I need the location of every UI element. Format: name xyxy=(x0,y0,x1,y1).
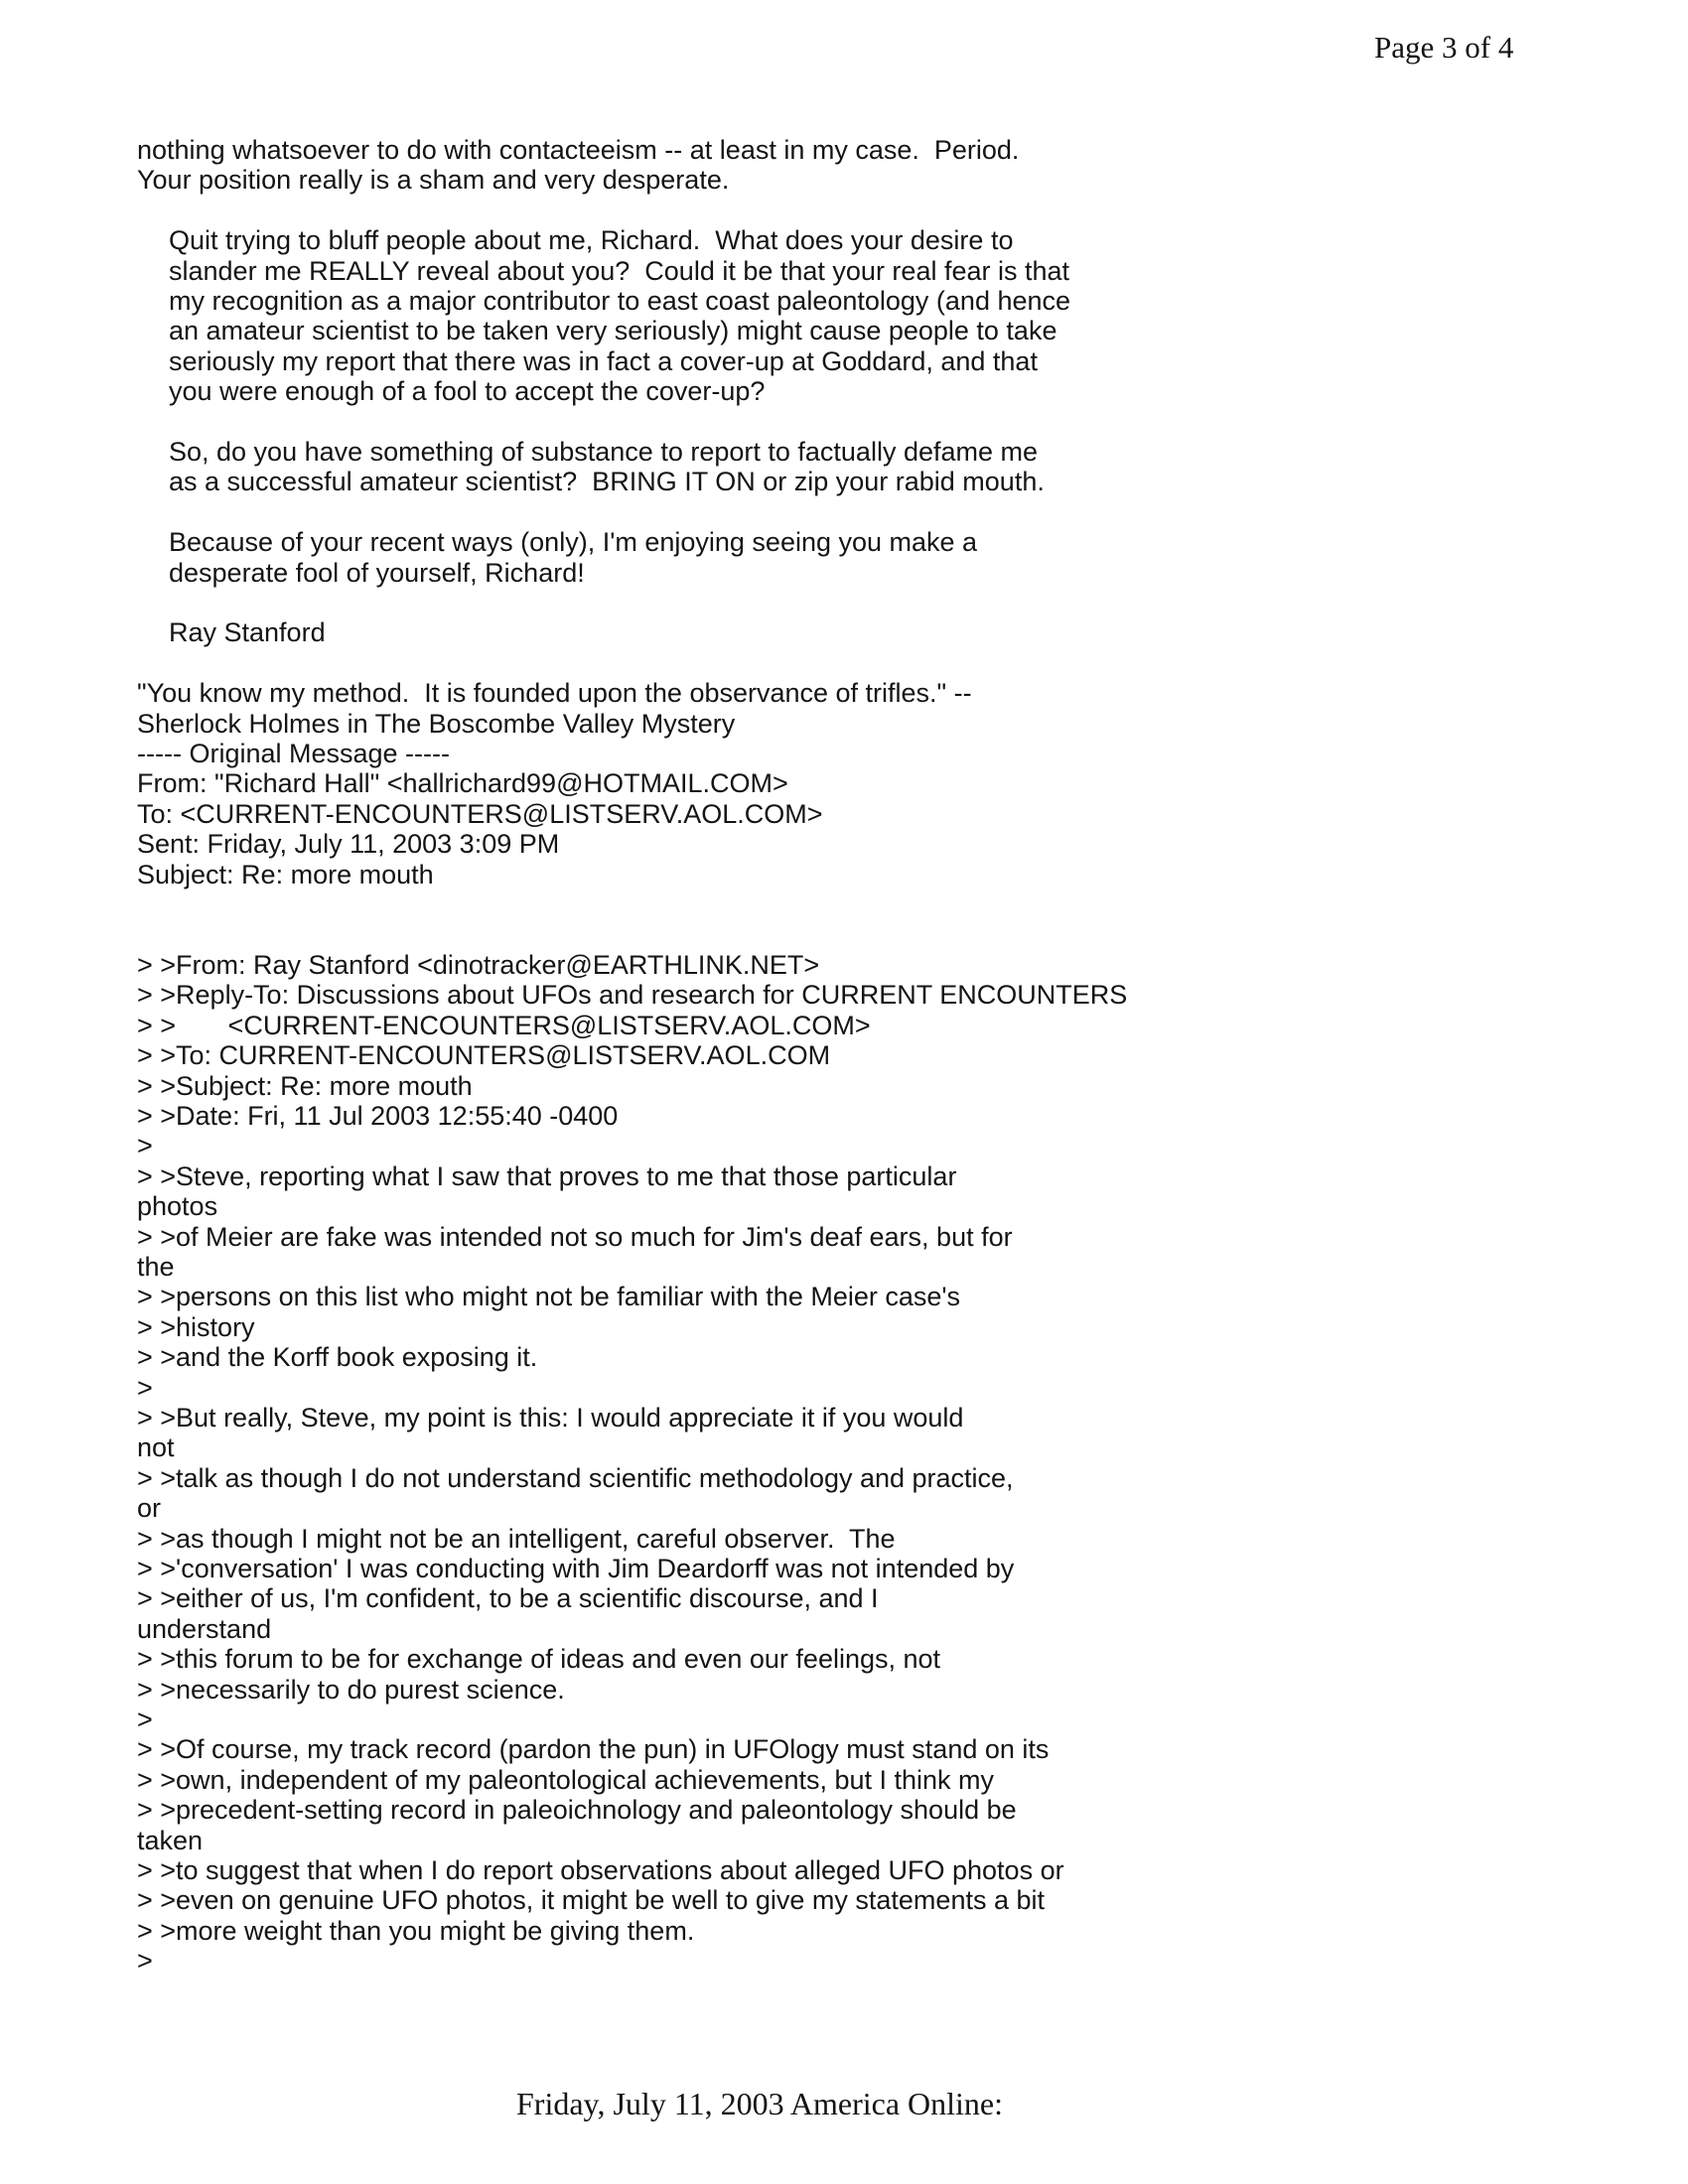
quoted-line: > >own, independent of my paleontological achievements, but I think my xyxy=(137,1764,995,1795)
quoted-line: > >this forum to be for exchange of ideas and even our feelings, not xyxy=(137,1644,941,1675)
quoted-line: > >precedent-setting record in paleoichnology and paleontology should be xyxy=(137,1795,1017,1826)
text-line: slander me REALLY reveal about you? Could it be that your real fear is that xyxy=(169,255,1070,286)
quoted-line: not xyxy=(137,1433,175,1463)
original-message-separator: ----- Original Message ----- xyxy=(137,739,451,769)
signature-name: Ray Stanford xyxy=(169,617,326,648)
quoted-line: > >talk as though I do not understand scientific methodology and practice, xyxy=(137,1462,1014,1493)
quote-line: Sherlock Holmes in The Boscombe Valley Mystery xyxy=(137,708,736,739)
quoted-line: > >Date: Fri, 11 Jul 2003 12:55:40 -0400 xyxy=(137,1100,619,1131)
quoted-line: understand xyxy=(137,1613,272,1644)
quoted-line: photos xyxy=(137,1191,218,1222)
email-body xyxy=(137,135,1249,1977)
text-line: seriously my report that there was in fact a cover-up at Goddard, and that xyxy=(169,345,1038,376)
quoted-line: > xyxy=(137,1946,153,1977)
quoted-line: > xyxy=(137,1131,153,1161)
quoted-line: > >From: Ray Stanford <dinotracker@EARTHLINK.NET> xyxy=(137,949,820,980)
quoted-line: > >persons on this list who might not be familiar with the Meier case's xyxy=(137,1282,961,1312)
spacer xyxy=(137,889,1249,950)
text-line: Quit trying to bluff people about me, Richard. What does your desire to xyxy=(169,225,1014,256)
original-sent: Sent: Friday, July 11, 2003 3:09 PM xyxy=(137,829,560,860)
quoted-headers xyxy=(137,950,1249,1161)
quoted-line: > >Of course, my track record (pardon the pun) in UFOlogy must stand on its xyxy=(137,1734,1050,1765)
original-to: To: <CURRENT-ENCOUNTERS@LISTSERV.AOL.COM> xyxy=(137,798,823,829)
quoted-line: > xyxy=(137,1705,153,1735)
text-line: you were enough of a fool to accept the cover-up? xyxy=(169,376,766,407)
quoted-line: > >necessarily to do purest science. xyxy=(137,1674,565,1705)
quoted-line: > >Steve, reporting what I saw that proves to me that those particular xyxy=(137,1160,957,1191)
text-line: So, do you have something of substance to report to factually defame me xyxy=(169,437,1039,468)
quoted-line: > xyxy=(137,1372,153,1403)
quoted-paragraph-1 xyxy=(137,1161,1249,1403)
quoted-line: > >even on genuine UFO photos, it might be well to give my statements a bit xyxy=(137,1885,1045,1916)
quoted-line: > >as though I might not be an intelligent, careful observer. The xyxy=(137,1523,896,1554)
quote-block xyxy=(137,678,1249,739)
text-line: an amateur scientist to be taken very seriously) might cause people to take xyxy=(169,316,1057,346)
message-paragraph-4 xyxy=(137,527,1249,588)
quoted-line: taken xyxy=(137,1825,204,1855)
quoted-line: > >to suggest that when I do report observations about alleged UFO photos or xyxy=(137,1855,1064,1886)
quoted-line: > > <CURRENT-ENCOUNTERS@LISTSERV.AOL.COM> xyxy=(137,1010,871,1040)
quoted-line: or xyxy=(137,1493,162,1524)
text-line: as a successful amateur scientist? BRING IT ON or zip your rabid mouth. xyxy=(169,467,1045,497)
quoted-line: > >either of us, I'm confident, to be a scientific discourse, and I xyxy=(137,1583,879,1614)
quoted-line: > >But really, Steve, my point is this: I would appreciate it if you would xyxy=(137,1402,964,1433)
original-message-header xyxy=(137,739,1249,889)
page-number: Page 3 of 4 xyxy=(1374,30,1514,65)
original-from: From: "Richard Hall" <hallrichard99@HOTMAIL.COM> xyxy=(137,768,788,799)
original-subject: Subject: Re: more mouth xyxy=(137,859,434,889)
quoted-paragraph-2 xyxy=(137,1403,1249,1734)
page-footer: Friday, July 11, 2003 America Online: xyxy=(516,2086,1003,2121)
quoted-line: > >Subject: Re: more mouth xyxy=(137,1070,473,1101)
quoted-line: > >more weight than you might be giving them. xyxy=(137,1915,695,1946)
quoted-line: > >history xyxy=(137,1311,255,1342)
message-paragraph-3 xyxy=(137,437,1249,497)
text-line: Your position really is a sham and very desperate. xyxy=(137,165,730,196)
quoted-paragraph-3 xyxy=(137,1734,1249,1976)
quoted-line: > >of Meier are fake was intended not so much for Jim's deaf ears, but for xyxy=(137,1221,1013,1252)
text-line: desperate fool of yourself, Richard! xyxy=(169,557,585,588)
text-line: Because of your recent ways (only), I'm enjoying seeing you make a xyxy=(169,527,978,558)
signature xyxy=(137,617,1249,647)
quoted-line: > >Reply-To: Discussions about UFOs and research for CURRENT ENCOUNTERS xyxy=(137,980,1128,1011)
quoted-line: > >'conversation' I was conducting with Jim Deardorff was not intended by xyxy=(137,1554,1015,1583)
message-paragraph-2 xyxy=(137,225,1249,406)
quoted-line: the xyxy=(137,1251,175,1282)
message-paragraph-1 xyxy=(137,135,1249,196)
quoted-line: > >To: CURRENT-ENCOUNTERS@LISTSERV.AOL.COM xyxy=(137,1040,831,1071)
text-line: nothing whatsoever to do with contacteeism -- at least in my case. Period. xyxy=(137,135,1020,165)
quoted-line: > >and the Korff book exposing it. xyxy=(137,1342,538,1373)
quote-line: "You know my method. It is founded upon the observance of trifles." -- xyxy=(137,678,972,709)
text-line: my recognition as a major contributor to east coast paleontology (and hence xyxy=(169,286,1071,317)
